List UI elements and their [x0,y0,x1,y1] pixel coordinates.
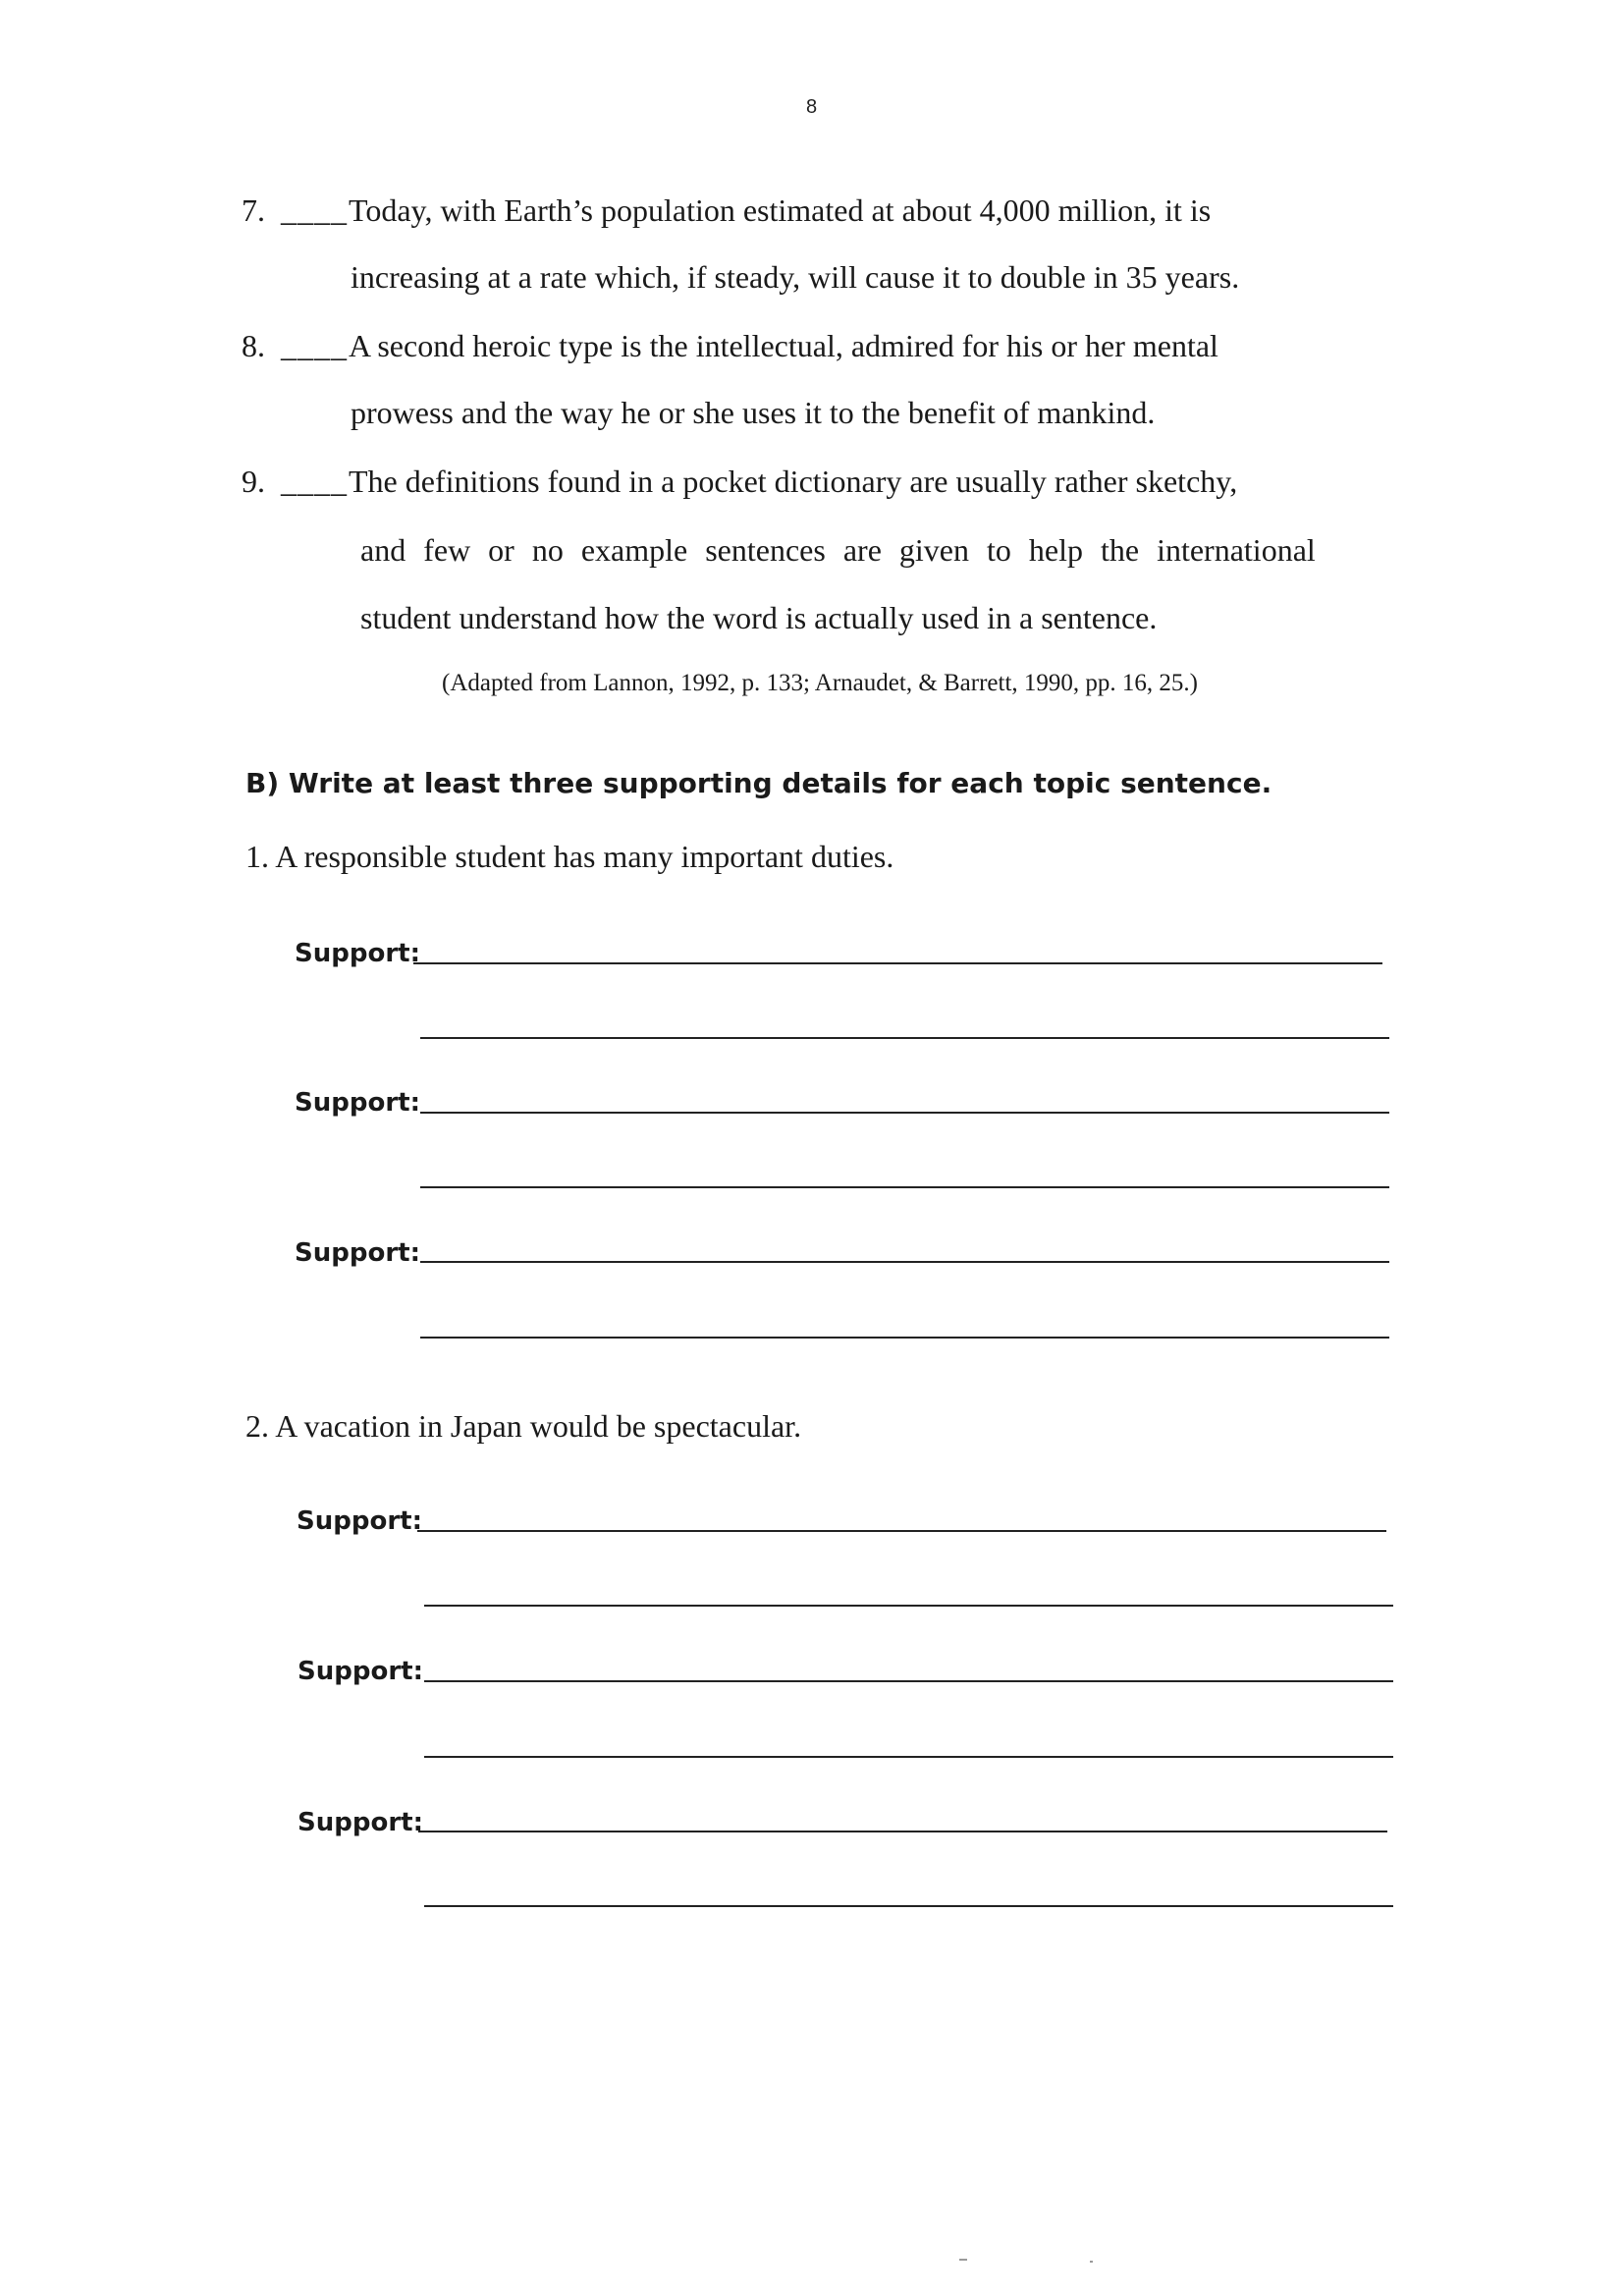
topic-sentence: A responsible student has many important duties. [275,839,894,874]
item-number: 7. [242,192,265,228]
support-answer-line[interactable] [424,1756,1393,1758]
support-answer-line[interactable] [420,1337,1389,1339]
support-label: Support: [295,1238,420,1268]
answer-blank[interactable]: ____ [281,192,348,228]
topic-number: 2. [245,1408,269,1444]
scan-speck [959,2259,967,2261]
support-label: Support: [295,1088,420,1118]
item-9-line-2: and few or no example sentences are given to help the international [360,532,1316,568]
support-answer-line[interactable] [418,1831,1387,1832]
support-answer-line[interactable] [424,1680,1393,1682]
item-number: 9. [242,464,265,499]
item-8-line-1: A second heroic type is the intellectual, admired for his or her mental [349,328,1218,363]
item-7-line-2: increasing at a rate which, if steady, will cause it to double in 35 years. [351,259,1240,295]
support-answer-line[interactable] [420,1112,1389,1114]
support-answer-line[interactable] [424,1905,1393,1907]
topic-sentence: A vacation in Japan would be spectacular. [275,1408,802,1444]
item-7-line-1: Today, with Earth’s population estimated at about 4,000 million, it is [349,192,1212,228]
item-9-line-3: student understand how the word is actually used in a sentence. [360,600,1158,635]
support-answer-line[interactable] [420,1186,1389,1188]
item-8-line-2: prowess and the way he or she uses it to the benefit of mankind. [351,395,1156,430]
support-answer-line[interactable] [424,1605,1393,1607]
scan-speck [1090,2261,1093,2263]
answer-blank[interactable]: ____ [281,464,348,499]
item-9-line-1: The definitions found in a pocket dictionary are usually rather sketchy, [349,464,1238,499]
answer-blank[interactable]: ____ [281,328,348,363]
topic-1 [245,837,893,876]
section-b-heading: B) Write at least three supporting details for each topic sentence. [245,767,1272,799]
page-number: 8 [805,96,818,118]
topic-2 [245,1406,801,1446]
support-answer-line[interactable] [420,1037,1389,1039]
support-label: Support: [298,1657,423,1686]
citation: (Adapted from Lannon, 1992, p. 133; Arnaudet, & Barrett, 1990, pp. 16, 25.) [442,670,1198,696]
item-number: 8. [242,328,265,363]
support-answer-line[interactable] [420,1261,1389,1263]
support-answer-line[interactable] [413,962,1382,964]
support-answer-line[interactable] [417,1530,1386,1532]
support-label: Support: [297,1506,422,1536]
topic-number: 1. [245,839,269,874]
support-label: Support: [298,1808,423,1837]
support-label: Support: [295,939,420,968]
